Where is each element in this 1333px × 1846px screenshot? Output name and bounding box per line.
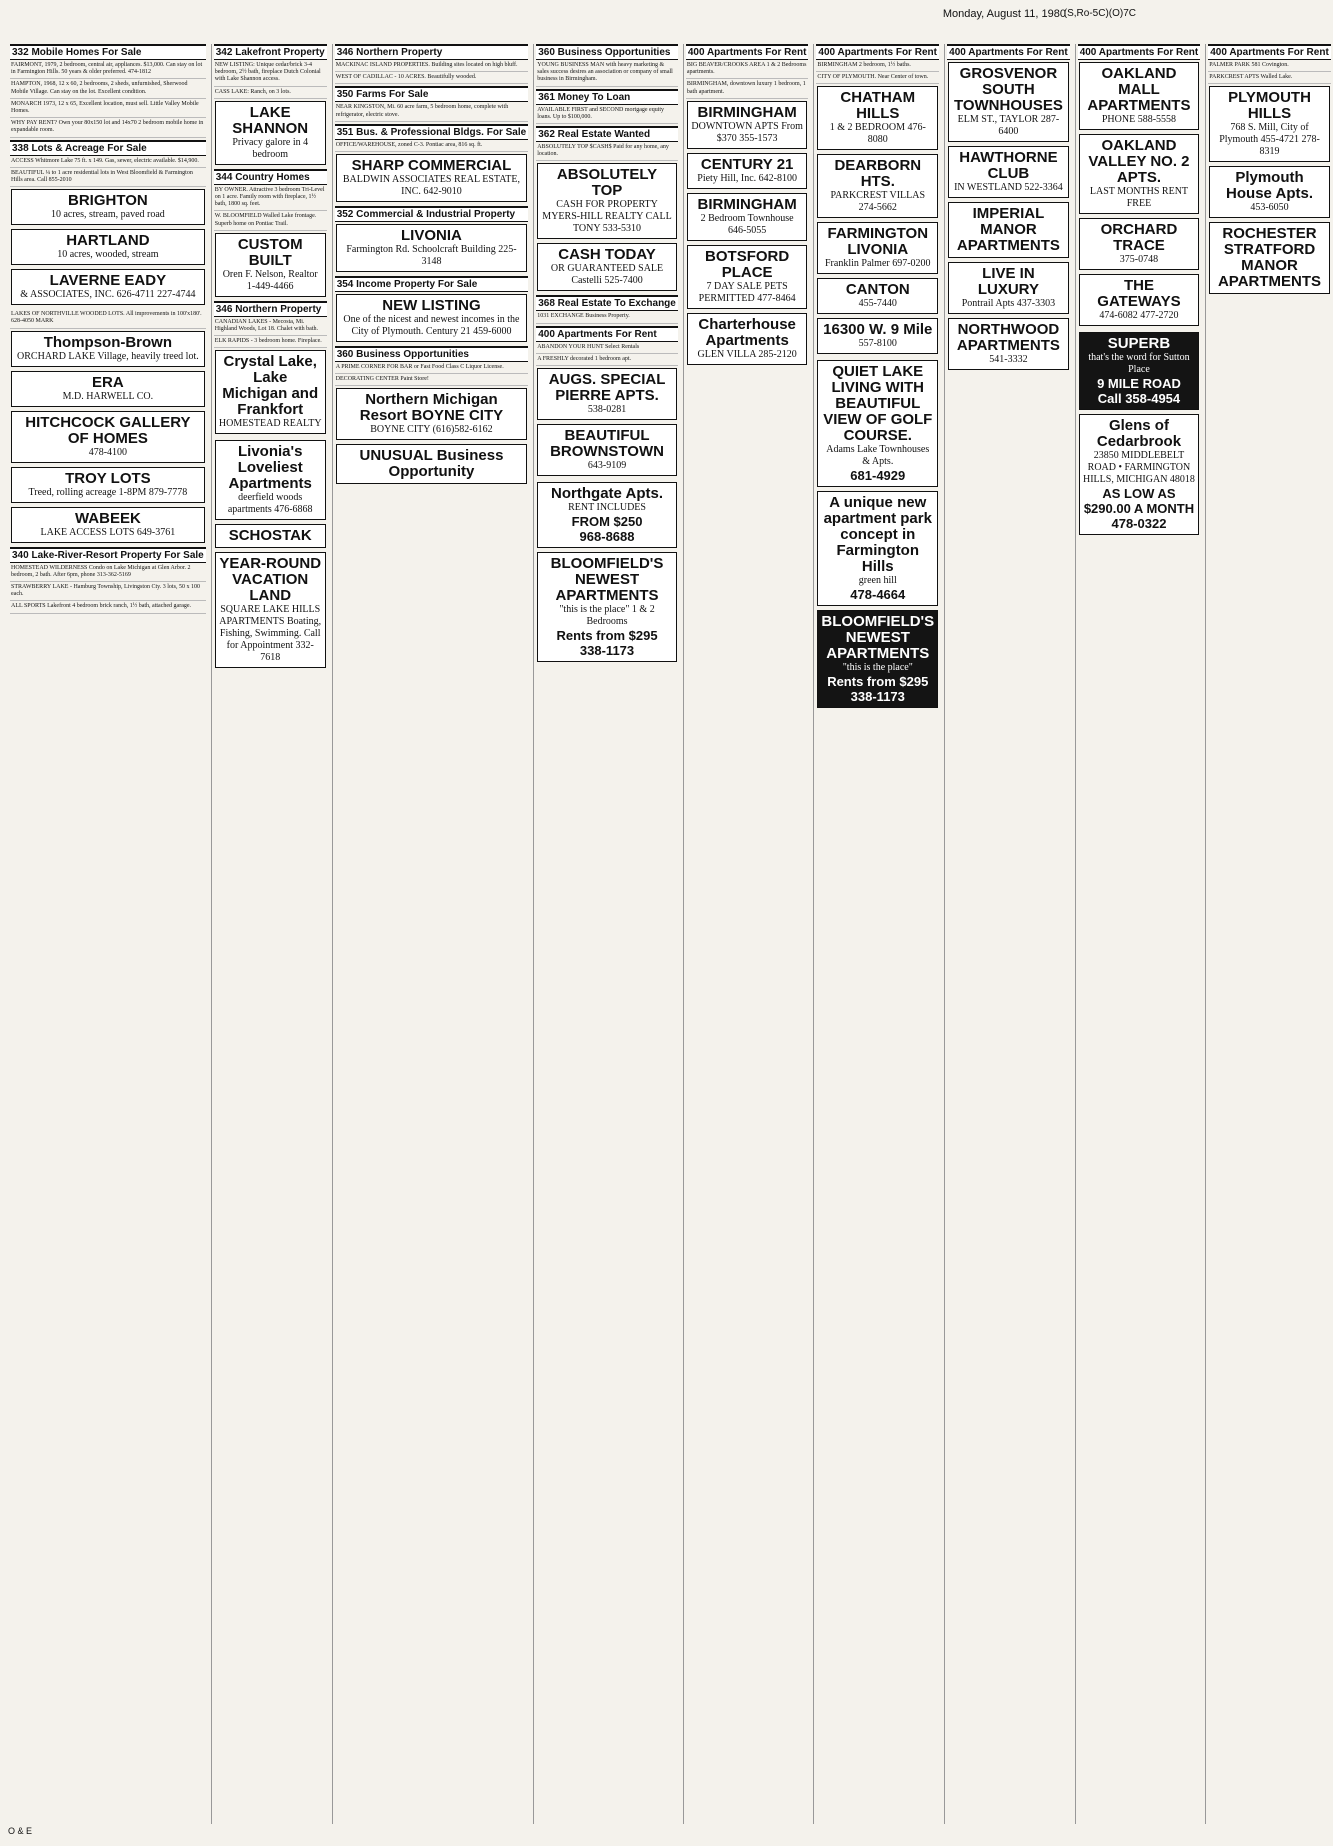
- classified-ad: NEW LISTING: Unique cedar/brick 3-4 bedroom, 2½ bath, fireplace Dutch Colonial with Lake Shannon access.: [214, 60, 327, 87]
- classified-ad: BIRMINGHAM, downtown luxury 1 bedroom, 1 bath apartment.: [686, 79, 809, 98]
- classified-ad: BIRMINGHAM 2 bedroom, 1½ baths.: [816, 60, 939, 72]
- feature-ad-sub: "this is the place": [842, 662, 913, 674]
- classified-section: [214, 438, 327, 670]
- display-ad-text: OR GUARANTEED SALE Castelli 525-7400: [550, 263, 664, 287]
- column-2: [211, 44, 329, 1824]
- classified-ad: 1031 EXCHANGE Business Property.: [536, 311, 678, 323]
- display-ad: [11, 229, 205, 265]
- footer-code: O & E: [8, 1826, 33, 1836]
- classified-section: [335, 346, 529, 486]
- display-ad: [11, 189, 205, 225]
- feature-ad-price: FROM $250: [571, 514, 643, 530]
- classified-ad: CITY OF PLYMOUTH. Near Center of town.: [816, 72, 939, 84]
- display-ad: [817, 222, 938, 274]
- feature-ad-sub: Adams Lake Townhouses & Apts.: [826, 444, 930, 468]
- display-ad-title: Livonia's Loveliest Apartments: [228, 443, 312, 493]
- section-heading: 400 Apartments For Rent: [816, 44, 939, 60]
- feature-ad-green-hill: [817, 491, 938, 606]
- classified-section: [214, 301, 327, 437]
- feature-ad-phone: 338-1173: [850, 689, 905, 705]
- display-ad-text: PARKCREST VILLAS 274-5662: [830, 190, 926, 214]
- display-ad-text: BOYNE CITY (616)582-6162: [370, 424, 493, 436]
- classified-ad: WEST OF CADILLAC - 10 ACRES. Beautifully wooded.: [335, 72, 529, 84]
- display-ad: [11, 507, 205, 543]
- classified-section: [335, 44, 529, 84]
- classified-ad: MONARCH 1973, 12 x 65, Excellent location, must sell. Little Valley Mobile Homes.: [10, 99, 206, 118]
- classified-section: [536, 89, 678, 124]
- section-heading: 400 Apartments For Rent: [1078, 44, 1201, 60]
- page-header: [8, 4, 1136, 34]
- classified-ad: DECORATING CENTER Paint Store!: [335, 374, 529, 386]
- issue-date: Monday, August 11, 1980: [942, 8, 1066, 20]
- display-ad: [1079, 218, 1200, 270]
- display-ad-title: LIVONIA: [401, 227, 462, 245]
- classified-section: [335, 86, 529, 121]
- feature-ad-title: A unique new apartment park concept in Farmington Hills: [823, 494, 932, 576]
- classified-section: [947, 44, 1070, 372]
- display-ad-title: CASH TODAY: [558, 246, 656, 264]
- display-ad-title: CUSTOM BUILT: [237, 235, 303, 269]
- display-ad-text: BALDWIN ASSOCIATES REAL ESTATE, INC. 642-9010: [342, 174, 521, 198]
- feature-ad-phone: 478-4664: [850, 587, 906, 603]
- display-ad: [1209, 86, 1330, 162]
- display-ad-title: GROSVENOR SOUTH TOWNHOUSES: [953, 65, 1063, 114]
- section-heading: 400 Apartments For Rent: [536, 326, 678, 342]
- display-ad-text: 2 Bedroom Townhouse 646-5055: [700, 212, 794, 236]
- display-ad-text: Pontrail Apts 437-3303: [961, 298, 1056, 309]
- column-8: [1075, 44, 1203, 1824]
- section-heading: 354 Income Property For Sale: [335, 276, 529, 292]
- display-ad-text: 643-9109: [587, 460, 627, 472]
- feature-ad-bloomfield2: [817, 610, 938, 708]
- display-ad-text: GLEN VILLA 285-2120: [697, 348, 797, 360]
- display-ad: [817, 154, 938, 218]
- display-ad-title: Northern Michigan Resort BOYNE CITY: [359, 391, 504, 425]
- display-ad-title: OAKLAND VALLEY NO. 2 APTS.: [1088, 137, 1190, 186]
- classified-section: [10, 547, 206, 614]
- feature-ad-price: 9 MILE ROAD: [1097, 376, 1181, 391]
- feature-ad-sub: RENT INCLUDES: [568, 502, 646, 514]
- display-ad-title: SHARP COMMERCIAL: [351, 157, 512, 175]
- classified-ad: AVAILABLE FIRST and SECOND mortgage equity loans. Up to $100,000.: [536, 105, 678, 124]
- display-ad-text: 478-4100: [88, 446, 128, 458]
- classified-ad: WHY PAY RENT? Own your 80x150 lot and 14x70 2 bedroom mobile home in expandable room.: [10, 118, 206, 137]
- display-ad-title: NORTHWOOD APARTMENTS: [956, 321, 1060, 354]
- classified-ad: STRAWBERRY LAKE - Hamburg Township, Livingston Cty. 3 lots, 50 x 100 each.: [10, 582, 206, 601]
- classified-ad: A FRESHLY decorated 1 bedroom apt.: [536, 354, 678, 366]
- column-5: [683, 44, 811, 1824]
- display-ad-title: SCHOSTAK: [228, 527, 312, 545]
- display-ad: [948, 62, 1069, 142]
- display-ad: [336, 294, 528, 342]
- display-ad-title: Plymouth House Apts.: [1226, 169, 1313, 203]
- display-ad-title: BEAUTIFUL BROWNSTOWN: [550, 427, 664, 461]
- classified-ad: CANADIAN LAKES - Mecosta, Mi. Highland Woods, Lot 18. Chalet with bath.: [214, 317, 327, 336]
- display-ad-title: YEAR-ROUND VACATION LAND: [219, 555, 322, 605]
- display-ad-title: BIRMINGHAM: [697, 103, 797, 121]
- section-heading: 338 Lots & Acreage For Sale: [10, 140, 206, 156]
- feature-ad-northgate: [537, 482, 677, 548]
- display-ad-title: ORCHARD TRACE: [1100, 221, 1178, 254]
- display-ad-text: 538-0281: [587, 404, 627, 416]
- section-heading: 346 Northern Property: [214, 301, 327, 317]
- display-ad-title: UNUSUAL Business Opportunity: [359, 447, 504, 481]
- display-ad: [336, 224, 528, 272]
- section-heading: 400 Apartments For Rent: [1208, 44, 1331, 60]
- classified-ad: W. BLOOMFIELD Walled Lake frontage. Superb home on Pontiac Trail.: [214, 211, 327, 230]
- display-ad-title: OAKLAND MALL APARTMENTS: [1087, 65, 1191, 114]
- display-ad: [537, 368, 677, 420]
- display-ad-text: SQUARE LAKE HILLS APARTMENTS Boating, Fishing, Swimming. Call for Appointment 332-7618: [219, 604, 322, 664]
- column-4: [533, 44, 680, 1824]
- column-3: [332, 44, 531, 1824]
- display-ad-text: ORCHARD LAKE Village, heavily treed lot.: [17, 350, 199, 362]
- classified-section: [816, 44, 939, 356]
- display-ad-text: 375-0748: [1119, 254, 1159, 265]
- display-ad: [215, 440, 326, 520]
- display-ad: [948, 318, 1069, 370]
- display-ad-text: PHONE 588-5558: [1101, 114, 1177, 125]
- display-ad-text: 10 acres, stream, paved road: [50, 209, 165, 221]
- display-ad-text: IN WESTLAND 522-3364: [954, 182, 1063, 193]
- classified-section: [10, 309, 206, 544]
- display-ad-text: DOWNTOWN APTS From $370 355-1573: [691, 120, 803, 144]
- section-heading: 361 Money To Loan: [536, 89, 678, 105]
- column-7: [944, 44, 1072, 1824]
- display-ad-text: Franklin Palmer 697-0200: [825, 258, 931, 270]
- display-ad-title: CHATHAM HILLS: [840, 89, 916, 123]
- display-ad: [817, 278, 938, 314]
- classified-ad: BEAUTIFUL ¼ to 1 acre residential lots in West Bloomfield & Farmington Hills area. Call 855-2010: [10, 168, 206, 187]
- display-ad-text: 557-8100: [858, 338, 897, 350]
- display-ad-title: IMPERIAL MANOR APARTMENTS: [956, 205, 1060, 254]
- feature-ad-phone: 338-1173: [579, 643, 635, 659]
- feature-ad-phone: 681-4929: [850, 468, 906, 484]
- display-ad: [336, 388, 528, 440]
- display-ad-title: Thompson-Brown: [43, 333, 173, 351]
- display-ad-title: LAVERNE EADY: [49, 272, 167, 290]
- feature-ad-title: BLOOMFIELD'S NEWEST APARTMENTS: [821, 613, 935, 663]
- display-ad-text: 455-7440: [858, 298, 897, 310]
- section-heading: 346 Northern Property: [335, 44, 529, 60]
- display-ad-text: & ASSOCIATES, INC. 626-4711 227-4744: [20, 289, 196, 301]
- display-ad: [11, 269, 205, 305]
- section-heading: 340 Lake-River-Resort Property For Sale: [10, 547, 206, 563]
- classified-ad: NEAR KINGSTON, Mi. 60 acre farm, 5 bedroom home, complete with refrigerator, electric stove.: [335, 102, 529, 121]
- display-ad: [537, 424, 677, 476]
- display-ad: [11, 331, 205, 367]
- display-ad-title: CANTON: [845, 281, 910, 299]
- feature-ad-quiet-lake: [817, 360, 938, 487]
- section-heading: 360 Business Opportunities: [536, 44, 678, 60]
- display-ad-title: PLYMOUTH HILLS: [1228, 89, 1311, 123]
- classified-section: [536, 326, 678, 478]
- section-heading: 352 Commercial & Industrial Property: [335, 206, 529, 222]
- display-ad-text: Privacy galore in 4 bedroom: [232, 136, 309, 160]
- classified-ad: BIG BEAVER/CROOKS AREA 1 & 2 Bedrooms apartments.: [686, 60, 809, 79]
- section-heading: 344 Country Homes: [214, 169, 327, 185]
- feature-ad-price: Rents from $295: [556, 628, 658, 644]
- column-9: [1205, 44, 1333, 1824]
- section-heading: 400 Apartments For Rent: [686, 44, 809, 60]
- classified-ad: YOUNG BUSINESS MAN with heavy marketing & sales success desires an association or company of small business in Birmingham.: [536, 60, 678, 87]
- display-ad-title: AUGS. SPECIAL PIERRE APTS.: [548, 371, 666, 405]
- display-ad-text: 768 S. Mill, City of Plymouth 455-4721 278-8319: [1219, 122, 1320, 158]
- display-ad-text: 7 DAY SALE PETS PERMITTED 477-8464: [698, 280, 796, 304]
- classified-ad: HAMPTON, 1968, 12 x 60, 2 bedrooms, 2 sheds, unfurnished, Sherwood Mobile Village. Can stay on the lot. Excellent condition.: [10, 79, 206, 98]
- section-heading: 368 Real Estate To Exchange: [536, 295, 678, 311]
- display-ad-title: BOTSFORD PLACE: [705, 247, 790, 281]
- display-ad-title: BIRMINGHAM: [697, 195, 797, 213]
- display-ad-text: ELM ST., TAYLOR 287-6400: [957, 114, 1060, 137]
- classified-ad: CASS LAKE: Ranch, on 3 lots.: [214, 87, 327, 99]
- feature-ad-phone: 478-0322: [1111, 516, 1167, 531]
- display-ad: [817, 86, 938, 150]
- classified-section: [10, 140, 206, 308]
- classified-ad: PARKCREST APTS Walled Lake.: [1208, 72, 1331, 84]
- feature-ad-price: AS LOW AS $290.00 A MONTH: [1083, 486, 1195, 516]
- classified-section: [536, 126, 678, 293]
- display-ad-title: CENTURY 21: [700, 155, 794, 173]
- feature-ad-title: QUIET LAKE LIVING WITH BEAUTIFUL VIEW OF GOLF COURSE.: [823, 363, 933, 445]
- classified-ad: LAKES OF NORTHVILLE WOODED LOTS. All improvements in 100'x180'. 628-4050 MARK: [10, 309, 206, 328]
- classified-section: [536, 295, 678, 323]
- display-ad-text: LAKE ACCESS LOTS 649-3761: [40, 526, 176, 538]
- classified-section: [335, 124, 529, 204]
- display-ad: [215, 101, 326, 165]
- display-ad-text: Farmington Rd. Schoolcraft Building 225-3148: [346, 244, 517, 268]
- classified-section: [536, 44, 678, 87]
- classified-ad: PALMER PARK 581 Covington.: [1208, 60, 1331, 72]
- feature-ad-title: BLOOMFIELD'S NEWEST APARTMENTS: [550, 555, 664, 605]
- display-ad-title: WABEEK: [74, 509, 141, 527]
- display-ad-text: deerfield woods apartments 476-6868: [227, 492, 313, 516]
- display-ad: [11, 411, 205, 463]
- display-ad-text: 10 acres, wooded, stream: [57, 249, 159, 261]
- feature-ad-bloomfield: [537, 552, 677, 662]
- display-ad-title: 16300 W. 9 Mile: [823, 321, 933, 339]
- edition-code: (S,Ro-5C)(O)7C: [1063, 8, 1136, 19]
- section-heading: 400 Apartments For Rent: [947, 44, 1070, 60]
- classified-section: [1078, 44, 1201, 328]
- display-ad-text: 1 & 2 BEDROOM 476-8080: [829, 122, 926, 146]
- section-heading: 350 Farms For Sale: [335, 86, 529, 102]
- display-ad: [817, 318, 938, 354]
- display-ad: [215, 233, 326, 297]
- classified-ad: ACCESS Whitmore Lake 75 ft. x 149. Gas, sewer, electric available. $14,900.: [10, 156, 206, 168]
- classified-section: [214, 44, 327, 167]
- display-ad: [687, 101, 808, 149]
- classified-page: [8, 44, 1329, 1824]
- display-ad: [215, 552, 326, 668]
- display-ad: [537, 163, 677, 239]
- classified-ad: BY OWNER. Attractive 3 bedroom Tri-Level on 1 acre. Family room with fireplace, 1½ bath, 1800 sq. feet.: [214, 185, 327, 212]
- display-ad: [687, 193, 808, 241]
- classified-section: [335, 276, 529, 344]
- display-ad: [215, 524, 326, 548]
- display-ad-title: Charterhouse Apartments: [698, 315, 796, 349]
- display-ad-title: DEARBORN HTS.: [834, 157, 922, 191]
- feature-ad-title: Glens of Cedarbrook: [1096, 417, 1182, 450]
- feature-ad-title: SUPERB: [1107, 335, 1171, 352]
- display-ad-title: THE GATEWAYS: [1097, 277, 1181, 310]
- display-ad: [215, 350, 326, 434]
- display-ad-title: LIVE IN LUXURY: [977, 265, 1039, 298]
- display-ad-title: TROY LOTS: [65, 469, 151, 487]
- classified-ad: MACKINAC ISLAND PROPERTIES. Building sites located on high bluff.: [335, 60, 529, 72]
- feature-ad-phone: Call 358-4954: [1097, 391, 1181, 406]
- display-ad-title: BRIGHTON: [68, 192, 148, 210]
- display-ad-text: HOMESTEAD REALTY: [218, 418, 322, 430]
- display-ad: [687, 245, 808, 309]
- section-heading: 360 Business Opportunities: [335, 346, 529, 362]
- display-ad: [537, 243, 677, 291]
- display-ad-title: ABSOLUTELY TOP: [556, 166, 658, 200]
- display-ad: [336, 154, 528, 202]
- display-ad-title: LAKE SHANNON: [232, 103, 309, 137]
- display-ad: [336, 444, 528, 484]
- classified-ad: HOMESTEAD WILDERNESS Condo on Lake Michigan at Glen Arbor. 2 bedroom, 2 bath. After 6pm, phone 313-362-5169: [10, 563, 206, 582]
- display-ad: [11, 371, 205, 407]
- display-ad-text: Piety Hill, Inc. 642-8100: [697, 172, 797, 184]
- display-ad-text: CASH FOR PROPERTY MYERS-HILL REALTY CALL TONY 533-5310: [542, 199, 672, 235]
- classified-ad: ALL SPORTS Lakefront 4 bedroom brick ranch, 1½ bath, attached garage.: [10, 601, 206, 613]
- section-heading: 362 Real Estate Wanted: [536, 126, 678, 142]
- display-ad-text: 453-6050: [1250, 202, 1289, 214]
- display-ad: [11, 467, 205, 503]
- display-ad-title: HAWTHORNE CLUB: [959, 149, 1058, 182]
- feature-ad-sub: green hill: [858, 575, 897, 587]
- classified-section: [1208, 44, 1331, 296]
- display-ad-title: FARMINGTON LIVONIA: [827, 225, 929, 259]
- feature-ad-cedarbrook: [1079, 414, 1200, 535]
- section-heading: 332 Mobile Homes For Sale: [10, 44, 206, 60]
- feature-ad-price: Rents from $295: [827, 674, 929, 690]
- feature-ad-title: Northgate Apts.: [551, 485, 663, 503]
- display-ad: [1079, 134, 1200, 214]
- display-ad-text: LAST MONTHS RENT FREE: [1089, 186, 1189, 209]
- display-ad: [1079, 62, 1200, 130]
- display-ad-text: One of the nicest and newest incomes in the City of Plymouth. Century 21 459-6000: [343, 314, 520, 338]
- display-ad: [687, 313, 808, 365]
- display-ad: [1079, 274, 1200, 326]
- classified-section: [335, 206, 529, 274]
- classified-ad: ABSOLUTELY TOP $CASH$ Paid for any home, any location.: [536, 142, 678, 161]
- classified-ad: FAIRMONT, 1979, 2 bedroom, central air, appliances. $13,000. Can stay on lot in Farmington Hills. 50 years & older preferred. 474-1812: [10, 60, 206, 79]
- classified-ad: ELK RAPIDS - 3 bedroom home. Fireplace.: [214, 336, 327, 348]
- column-6: [813, 44, 941, 1824]
- section-heading: 351 Bus. & Professional Bldgs. For Sale: [335, 124, 529, 140]
- display-ad-text: 541-3332: [989, 354, 1028, 365]
- display-ad-text: Treed, rolling acreage 1-8PM 879-7778: [28, 486, 188, 498]
- display-ad-title: HARTLAND: [66, 232, 150, 250]
- display-ad-title: NEW LISTING: [382, 297, 481, 315]
- display-ad-title: ROCHESTER STRATFORD MANOR APARTMENTS: [1217, 225, 1322, 291]
- display-ad-title: Crystal Lake, Lake Michigan and Frankfort: [222, 353, 319, 419]
- classified-section: [10, 44, 206, 138]
- display-ad-text: M.D. HARWELL CO.: [62, 390, 154, 402]
- classified-ad: ABANDON YOUR HUNT Select Rentals: [536, 342, 678, 354]
- section-heading: 342 Lakefront Property: [214, 44, 327, 60]
- feature-ad-superb: [1079, 332, 1200, 410]
- classified-ad: OFFICE/WAREHOUSE, zoned C-3. Pontiac area, 816 sq. ft.: [335, 140, 529, 152]
- display-ad-title: ERA: [92, 373, 124, 391]
- display-ad: [687, 153, 808, 189]
- classified-section: [214, 169, 327, 299]
- feature-ad-sub: "this is the place" 1 & 2 Bedrooms: [559, 604, 655, 628]
- display-ad: [1209, 166, 1330, 218]
- feature-ad-phone: 968-8688: [579, 529, 635, 545]
- classified-ad: A PRIME CORNER FOR BAR or Fast Food Class C Liquor License.: [335, 362, 529, 374]
- display-ad-text: Oren F. Nelson, Realtor 1-449-4466: [222, 268, 318, 292]
- display-ad-text: 474-6082 477-2720: [1099, 310, 1179, 321]
- feature-ad-sub: that's the word for Sutton Place: [1088, 352, 1190, 375]
- column-1: [8, 44, 208, 1824]
- display-ad: [948, 262, 1069, 314]
- display-ad: [1209, 222, 1330, 294]
- display-ad-title: HITCHCOCK GALLERY OF HOMES: [25, 413, 191, 447]
- display-ad: [948, 146, 1069, 198]
- feature-ad-sub: 23850 MIDDLEBELT ROAD • FARMINGTON HILLS, MICHIGAN 48018: [1082, 450, 1195, 485]
- classified-section: [686, 44, 809, 367]
- display-ad: [948, 202, 1069, 258]
